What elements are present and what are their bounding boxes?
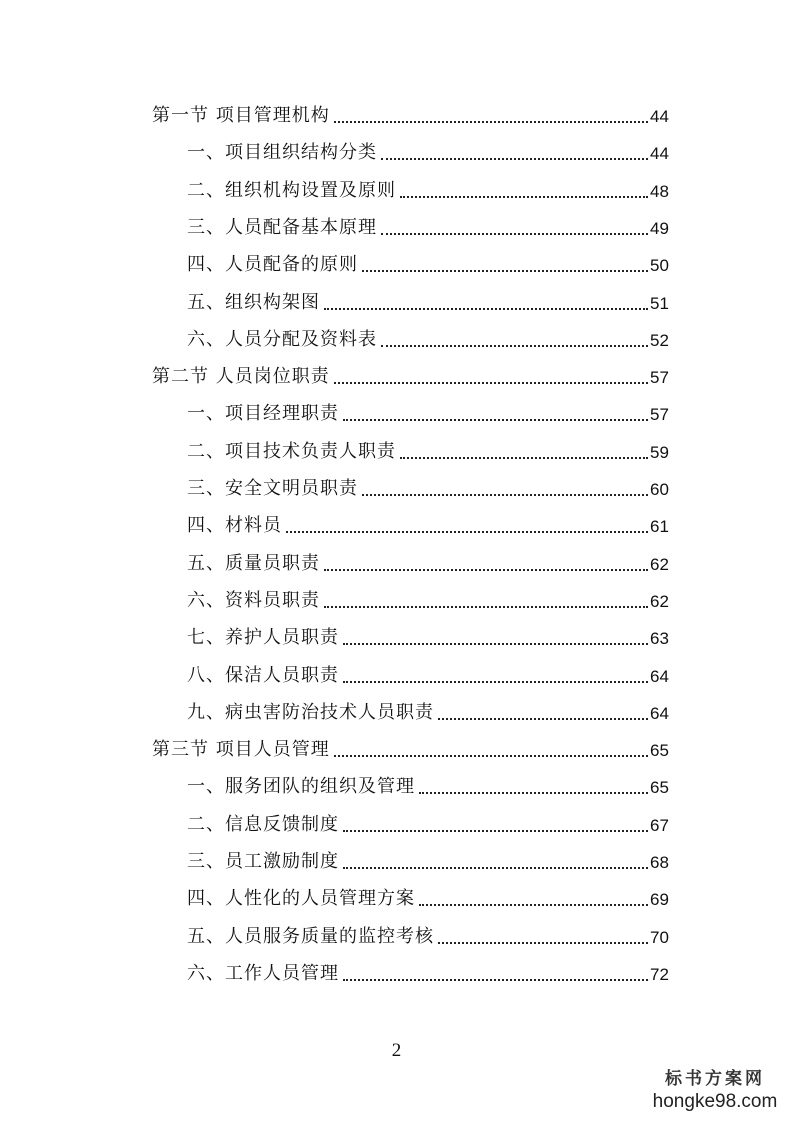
toc-subsection-entry[interactable] <box>0 771 793 801</box>
toc-dot-leader <box>381 158 648 160</box>
toc-dot-leader <box>419 792 648 794</box>
toc-entry-page: 61 <box>650 517 669 537</box>
toc-subsection-entry[interactable] <box>0 287 793 317</box>
toc-entry-page: 50 <box>650 256 669 276</box>
toc-dot-leader <box>343 419 648 421</box>
toc-dot-leader <box>334 755 648 757</box>
toc-entry-page: 48 <box>650 181 669 201</box>
toc-entry-page: 72 <box>650 964 669 984</box>
toc-subsection-entry[interactable] <box>0 809 793 839</box>
toc-entry-page: 68 <box>650 853 669 872</box>
toc-subsection-entry[interactable] <box>0 175 793 205</box>
toc-subsection-entry[interactable] <box>0 473 793 503</box>
toc-entry-page: 67 <box>650 815 669 835</box>
toc-dot-leader <box>324 606 648 608</box>
toc-entry-page: 64 <box>650 666 669 686</box>
toc-subsection-entry[interactable] <box>0 585 793 615</box>
toc-dot-leader <box>381 345 648 347</box>
toc-entry-page: 63 <box>650 629 669 649</box>
toc-entry-title: 七、养护人员职责 <box>187 627 339 649</box>
toc-subsection-entry[interactable] <box>0 324 793 354</box>
toc-entry-page: 69 <box>650 890 669 910</box>
toc-entry-title: 一、项目组织结构分类 <box>187 142 377 164</box>
toc-subsection-entry[interactable] <box>0 249 793 279</box>
toc-subsection-entry[interactable] <box>0 660 793 690</box>
toc-entry-page: 62 <box>650 554 669 574</box>
toc-subsection-entry[interactable] <box>0 212 793 242</box>
toc-dot-leader <box>334 121 648 123</box>
toc-entry-title: 一、项目经理职责 <box>187 403 339 425</box>
toc-entry-page: 57 <box>650 368 669 388</box>
toc-subsection-entry[interactable] <box>0 921 793 951</box>
toc-dot-leader <box>362 494 648 496</box>
toc-entry-title: 三、安全文明员职责 <box>187 478 358 499</box>
watermark-url: hongke98.com <box>652 1091 778 1112</box>
toc-entry-title: 第三节 项目人员管理 <box>152 739 330 761</box>
toc-dot-leader <box>400 196 648 198</box>
toc-entry-title: 五、组织构架图 <box>187 291 320 313</box>
toc-entry-page: 59 <box>650 442 669 462</box>
toc-dot-leader <box>286 531 648 533</box>
toc-entry-title: 四、人员配备的原则 <box>187 254 358 276</box>
toc-section-entry[interactable] <box>0 100 793 130</box>
toc-entry-title: 三、人员配备基本原理 <box>187 216 377 238</box>
toc-entry-title: 八、保洁人员职责 <box>187 664 339 686</box>
watermark-site-name: 标书方案网 <box>665 1069 765 1089</box>
toc-dot-leader <box>400 457 648 459</box>
toc-entry-title: 二、项目技术负责人职责 <box>187 440 396 462</box>
toc-entry-title: 五、质量员职责 <box>187 552 320 574</box>
toc-entry-title: 二、组织机构设置及原则 <box>187 179 396 201</box>
toc-entry-title: 六、资料员职责 <box>187 589 320 611</box>
toc-entry-page: 65 <box>650 741 669 761</box>
toc-dot-leader <box>381 233 648 235</box>
toc-entry-page: 60 <box>650 480 669 499</box>
toc-subsection-entry[interactable] <box>0 137 793 167</box>
toc-dot-leader <box>324 308 648 310</box>
toc-subsection-entry[interactable] <box>0 510 793 540</box>
toc-entry-title: 二、信息反馈制度 <box>187 813 339 835</box>
toc-dot-leader <box>362 270 648 272</box>
toc-entry-title: 五、人员服务质量的监控考核 <box>187 925 434 947</box>
toc-entry-title: 四、材料员 <box>187 515 282 537</box>
toc-entry-title: 三、员工激励制度 <box>187 851 339 872</box>
toc-entry-page: 64 <box>650 703 669 723</box>
toc-entry-page: 52 <box>650 330 669 350</box>
site-watermark <box>640 1068 790 1114</box>
toc-entry-title: 四、人性化的人员管理方案 <box>187 888 415 910</box>
toc-section-entry[interactable] <box>0 734 793 764</box>
toc-dot-leader <box>324 569 648 571</box>
toc-entry-title: 六、人员分配及资料表 <box>187 328 377 350</box>
toc-subsection-entry[interactable] <box>0 883 793 913</box>
toc-section-entry[interactable] <box>0 361 793 391</box>
toc-dot-leader <box>438 942 648 944</box>
toc-entry-page: 44 <box>650 107 669 126</box>
toc-entry-title: 六、工作人员管理 <box>187 962 339 984</box>
toc-entry-page: 62 <box>650 591 669 611</box>
toc-entry-page: 65 <box>650 778 669 798</box>
toc-subsection-entry[interactable] <box>0 548 793 578</box>
toc-entry-title: 第二节 人员岗位职责 <box>152 366 330 388</box>
toc-subsection-entry[interactable] <box>0 622 793 652</box>
toc-entry-page: 49 <box>650 218 669 238</box>
toc-entry-title: 一、服务团队的组织及管理 <box>187 776 415 798</box>
toc-entry-page: 57 <box>650 405 669 425</box>
toc-entry-page: 51 <box>650 293 669 313</box>
toc-dot-leader <box>419 904 648 906</box>
toc-dot-leader <box>343 830 648 832</box>
toc-dot-leader <box>343 681 648 683</box>
toc-dot-leader <box>343 979 648 981</box>
toc-subsection-entry[interactable] <box>0 398 793 428</box>
toc-entry-page: 44 <box>650 144 669 164</box>
page-number: 2 <box>391 1040 402 1061</box>
toc-subsection-entry[interactable] <box>0 846 793 876</box>
toc-dot-leader <box>438 718 648 720</box>
toc-entry-title: 九、病虫害防治技术人员职责 <box>187 701 434 723</box>
toc-dot-leader <box>343 643 648 645</box>
toc-subsection-entry[interactable] <box>0 436 793 466</box>
toc-subsection-entry[interactable] <box>0 958 793 988</box>
toc-subsection-entry[interactable] <box>0 697 793 727</box>
toc-entry-title: 第一节 项目管理机构 <box>152 105 330 126</box>
toc-entry-page: 70 <box>650 927 669 947</box>
toc-dot-leader <box>334 382 648 384</box>
toc-dot-leader <box>343 867 648 869</box>
